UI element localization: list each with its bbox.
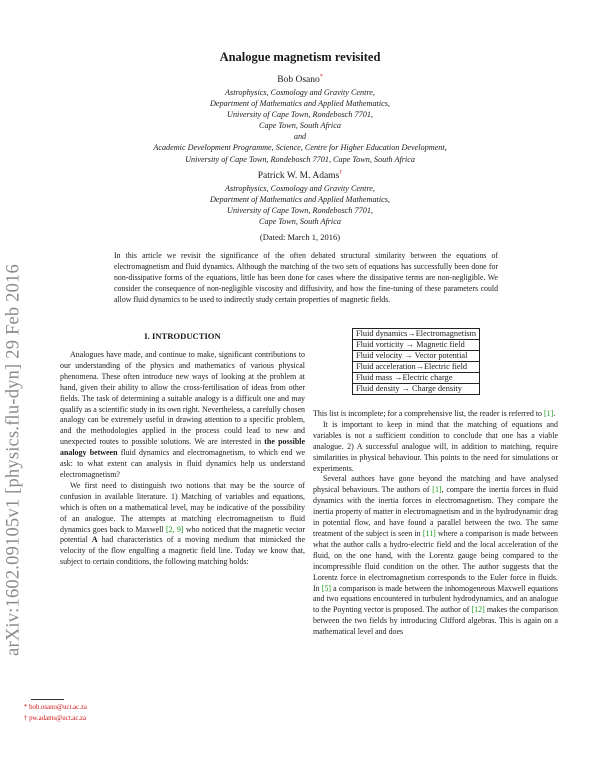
paper-title: Analogue magnetism revisited bbox=[219, 50, 381, 64]
text-run: makes the comparison between the two fields by introducing Clifford algebras. This is again on a mathematical level and does bbox=[313, 605, 559, 637]
paragraph bbox=[313, 474, 558, 638]
author-1-mark[interactable]: * bbox=[319, 74, 323, 80]
affiliation-line: Astrophysics, Cosmology and Gravity Centre, bbox=[225, 88, 375, 97]
email-link[interactable]: pw.adams@uct.ac.za bbox=[29, 715, 87, 722]
affiliation-line: Cape Town, South Africa bbox=[259, 121, 341, 131]
table-cell: Fluid vorticity → Magnetic field bbox=[353, 340, 480, 351]
table-row bbox=[353, 373, 480, 384]
arxiv-stamp-text: arXiv:1602.09105v1 [physics.flu-dyn] 29 Feb 2016 bbox=[3, 264, 24, 656]
bold-text: A bbox=[91, 535, 98, 545]
table-cell: Fluid velocity → Vector potential bbox=[353, 351, 480, 362]
author-2-name: Patrick W. M. Adams bbox=[257, 171, 340, 182]
table-cell: Fluid dynamics→Electromagnetism bbox=[353, 329, 480, 340]
citation-link[interactable]: [2, 9] bbox=[165, 524, 184, 534]
table-row bbox=[353, 340, 480, 351]
table-row bbox=[353, 351, 480, 362]
text-run: had characteristics of a moving medium that mimicked the velocity of the flow engulfing a magnetic field line. Today we know that, subject to certain conditions, the following matching holds: bbox=[60, 535, 306, 567]
affiliation-line: Department of Mathematics and Applied Mathematics, bbox=[210, 195, 390, 205]
footnote-2 bbox=[24, 715, 86, 722]
text-run: Analogues have made, and continue to make, significant contributions to our understanding of the physics and mathematics of various physical phenomena. These often introduce new ways of looking at the problem at hand, given their ability to allow the cross-fertilisation of ideas from other fields. The task of determining a suitable analogy is a difficult one and may qualify as a scientific study in its own right. Nevertheless, a carefully chosen analogy can be extremely useful in drawing attention to a specific problem, and the methodologies applied in the process could lead to new and unexpected routes to possible solutions. We are interested in bbox=[60, 350, 305, 447]
matching-table bbox=[352, 328, 480, 395]
section-heading: I. INTRODUCTION bbox=[144, 331, 221, 341]
author-1 bbox=[0, 74, 600, 85]
text-run: a comparison is made between the inhomogeneous Maxwell equations and two equations encountered in turbulent hydrodynamics, and an analogue to the Poynting vector is proposed. The author of bbox=[313, 583, 559, 615]
text-run: Several authors have gone beyond the matching and have analysed physical behaviours. The authors of bbox=[313, 474, 558, 495]
footnote-mark: * bbox=[24, 704, 28, 711]
dated-line: (Dated: March 1, 2016) bbox=[259, 232, 341, 242]
author-2-mark[interactable]: † bbox=[339, 170, 343, 176]
table-row bbox=[353, 384, 480, 395]
citation-link[interactable]: [5] bbox=[321, 583, 331, 593]
affiliation-line: Academic Development Programme, Science, Centre for Higher Education Development, bbox=[153, 143, 447, 153]
citation-link[interactable]: [11] bbox=[422, 528, 436, 538]
arxiv-stamp bbox=[2, 180, 26, 740]
left-column bbox=[60, 350, 305, 568]
paragraph bbox=[60, 481, 305, 568]
table-row bbox=[353, 329, 480, 340]
table-cell: Fluid density → Charge density bbox=[353, 384, 480, 395]
affiliation-line: University of Cape Town, Rondebosch 7701, Cape Town, South Africa bbox=[185, 154, 415, 164]
affiliation-line: and bbox=[293, 132, 307, 142]
paragraph bbox=[60, 350, 305, 481]
text-run: . bbox=[553, 409, 556, 418]
text-run: where a comparison is made between what the author calls a hydro-electric field and the local acceleration of the fluid, on the one hand, with the Lorentz gauge being compared to the incompressible fluid condition on the other. The author suggests that the Lorentz force in electromagnetism corresponds to the Euler force in fluids. In bbox=[313, 528, 558, 593]
citation-link[interactable]: [1] bbox=[432, 485, 442, 495]
table-row bbox=[353, 362, 480, 373]
text-run: This list is incomplete; for a comprehensive list, the reader is referred to bbox=[313, 409, 543, 418]
affiliation-line: University of Cape Town, Rondebosch 7701, bbox=[227, 206, 373, 216]
text-run: fluid dynamics and electromagnetism, to which end we ask: to what extent can analysis in fluid dynamics help us understand electromagnetism? bbox=[60, 448, 305, 479]
right-column bbox=[313, 409, 558, 638]
paragraph bbox=[313, 409, 558, 420]
citation-link[interactable]: [12] bbox=[471, 605, 485, 615]
author-1-name: Bob Osano bbox=[277, 75, 320, 86]
footnote-divider bbox=[31, 699, 64, 700]
table-cell: Fluid acceleration→Electric field bbox=[353, 362, 480, 373]
text-run: who noticed that the magnetic vector potential bbox=[60, 524, 306, 545]
affiliation-line: Astrophysics, Cosmology and Gravity Centre, bbox=[225, 184, 375, 193]
affiliation-1 bbox=[0, 87, 600, 165]
footnote-1 bbox=[24, 704, 87, 711]
bold-text: the possible analogy between bbox=[60, 437, 305, 458]
table-cell: Fluid mass →Electric charge bbox=[353, 373, 480, 384]
author-2 bbox=[0, 170, 600, 181]
affiliation-line: Cape Town, South Africa bbox=[259, 217, 341, 227]
text-run: , compare the inertia forces in fluid dynamics with the inertia forces in electromagnetism. They compare the inertia property of matter in electromagnetism and in the hydrodynamic drag in potential flow, and have found a parallel between the two. The same treatment of the subject is seen in bbox=[313, 485, 558, 538]
affiliation-line: University of Cape Town, Rondebosch 7701, bbox=[227, 110, 373, 120]
paragraph: It is important to keep in mind that the matching of equations and variables is not a sufficient condition to conclude that one has a viable analogue. 2) A successful analogue will, in addition to matching, require similarities in physical behaviour. This points to the need for simulations or experiments. bbox=[313, 419, 558, 473]
email-link[interactable]: bob.osano@uct.ac.za bbox=[29, 704, 87, 711]
footnote-mark: † bbox=[24, 715, 28, 722]
affiliation-line: Department of Mathematics and Applied Mathematics, bbox=[210, 99, 390, 109]
abstract: In this article we revisit the significance of the often debated structural similarity between the equations of electromagnetism and fluid dynamics. Although the matching of the two sets of equations has successfully been done for non-dissipative forms of the equations, little has been done for cases where the dissipative terms are non-negligible. We consider the consequence of non-negligible viscosity and diffusivity, and how the fine-tuning of these parameters could allow fluid dynamics to be used to indirectly study certain properties of magnetic fields. bbox=[114, 251, 498, 304]
citation-link[interactable]: [1] bbox=[544, 409, 554, 418]
text-run: We first need to distinguish two notions that may be the source of confusion in available literature. 1) Matching of variables and equations, which is often on a mathematical level, may be indicative of the possibility of an analogue. The attempts at matching electromagnetism to fluid dynamics goes back to Maxwell bbox=[60, 480, 305, 534]
affiliation-2 bbox=[0, 183, 600, 227]
